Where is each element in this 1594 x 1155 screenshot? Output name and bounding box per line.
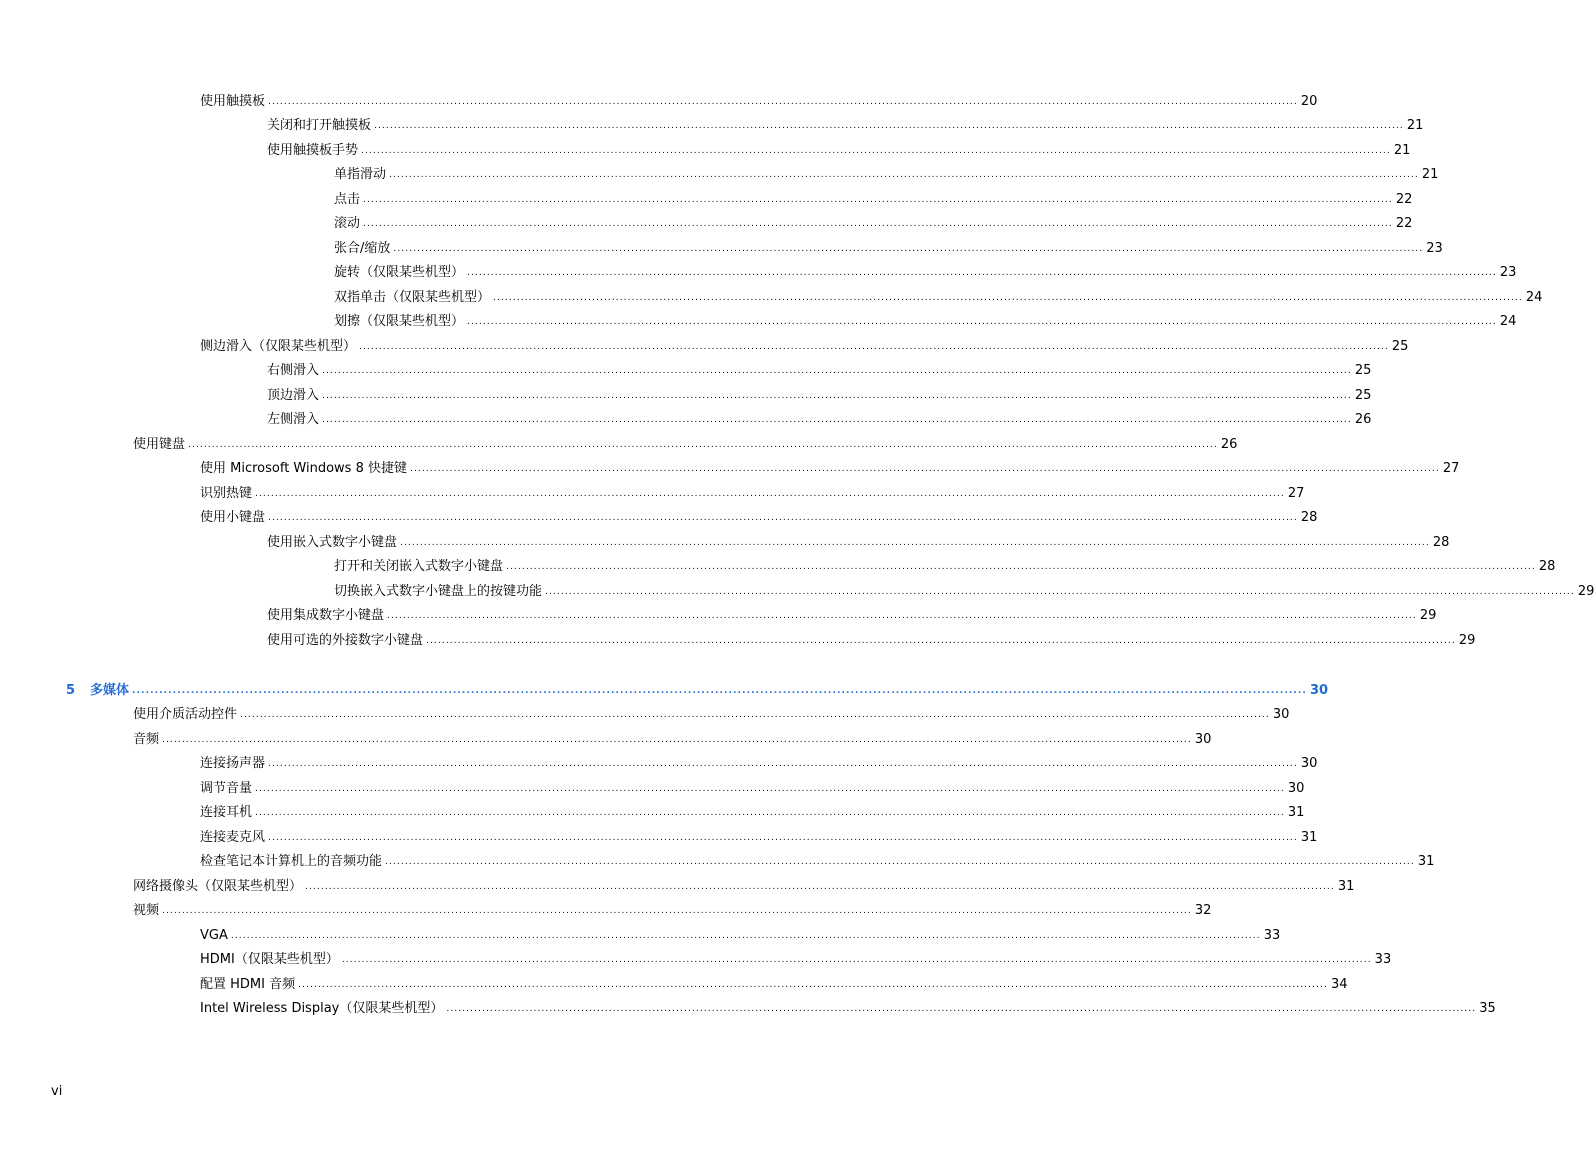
toc-entry-title: 连接耳机 — [200, 805, 253, 820]
toc-entry-title: 音频 — [133, 732, 160, 747]
toc-entry-page-number: 31 — [1337, 879, 1355, 894]
toc-entry-page-number: 30 — [1272, 707, 1290, 722]
dot-leader: .................................................................................................................................................................................................................................................................... — [387, 611, 1417, 621]
toc-entry[interactable] — [133, 895, 1212, 919]
toc-entry-title: 右侧滑入 — [267, 363, 320, 378]
dot-leader: .................................................................................................................................................................................................................................................................... — [361, 146, 1391, 156]
toc-entry-title: 使用触摸板 — [200, 94, 266, 109]
toc-entry-page-number: 28 — [1300, 510, 1318, 525]
toc-entry-page-number: 25 — [1391, 339, 1409, 354]
dot-leader: .................................................................................................................................................................................................................................................................... — [341, 955, 1372, 965]
dot-leader: .................................................................................................................................................................................................................................................................... — [162, 735, 1192, 745]
dot-leader: .................................................................................................................................................................................................................................................................... — [240, 710, 1270, 720]
toc-chapter-entry[interactable] — [66, 675, 1329, 699]
toc-entry-title: 调节音量 — [200, 781, 253, 796]
toc-entry-page-number: 31 — [1300, 830, 1318, 845]
toc-entry-title: 使用小键盘 — [200, 510, 266, 525]
toc-entry[interactable] — [200, 331, 1409, 355]
dot-leader: .................................................................................................................................................................................................................................................................... — [268, 759, 1298, 769]
page-number-footer: vi — [51, 1084, 63, 1099]
toc-entry[interactable] — [133, 871, 1355, 895]
chapter-number: 5 — [66, 683, 76, 698]
toc-entry-page-number: 26 — [1220, 437, 1238, 452]
dot-leader: .................................................................................................................................................................................................................................................................... — [545, 587, 1575, 597]
toc-entry-page-number: 21 — [1393, 143, 1411, 158]
toc-entry[interactable] — [200, 453, 1460, 477]
toc-entry[interactable] — [334, 282, 1543, 306]
toc-entry-page-number: 27 — [1287, 486, 1305, 501]
toc-entry-title: 使用集成数字小键盘 — [267, 608, 385, 623]
dot-leader: .................................................................................................................................................................................................................................................................... — [493, 293, 1523, 303]
toc-entry[interactable] — [334, 159, 1439, 183]
toc-entry[interactable] — [200, 797, 1305, 821]
dot-leader: .................................................................................................................................................................................................................................................................... — [162, 906, 1192, 916]
toc-entry-page-number: 22 — [1395, 192, 1413, 207]
toc-entry-page-number: 29 — [1577, 584, 1594, 599]
toc-entry-title: 使用 Microsoft Windows 8 快捷键 — [200, 461, 407, 476]
toc-entry-title: Intel Wireless Display（仅限某些机型） — [200, 1001, 444, 1016]
toc-entry-title: 使用键盘 — [133, 437, 186, 452]
toc-entry[interactable] — [200, 993, 1496, 1017]
toc-entry-page-number: 21 — [1406, 118, 1424, 133]
toc-entry-title: HDMI（仅限某些机型） — [200, 952, 339, 967]
dot-leader: .................................................................................................................................................................................................................................................................... — [132, 686, 1307, 696]
toc-entry-title: VGA — [200, 928, 228, 943]
toc-entry-page-number: 35 — [1479, 1001, 1496, 1016]
toc-entry[interactable] — [200, 748, 1318, 772]
toc-entry[interactable] — [200, 502, 1318, 526]
toc-entry-title: 检查笔记本计算机上的音频功能 — [200, 854, 383, 869]
dot-leader: .................................................................................................................................................................................................................................................................... — [255, 808, 1285, 818]
dot-leader: .................................................................................................................................................................................................................................................................... — [305, 882, 1335, 892]
toc-entry[interactable] — [133, 724, 1212, 748]
toc-entry[interactable] — [267, 527, 1450, 551]
toc-entry-page-number: 31 — [1287, 805, 1305, 820]
dot-leader: .................................................................................................................................................................................................................................................................... — [188, 440, 1218, 450]
dot-leader: .................................................................................................................................................................................................................................................................... — [359, 342, 1389, 352]
toc-entry-page-number: 29 — [1458, 633, 1476, 648]
toc-entry-title: 打开和关闭嵌入式数字小键盘 — [334, 559, 504, 574]
toc-entry-page-number: 27 — [1442, 461, 1460, 476]
toc-entry[interactable] — [267, 135, 1411, 159]
toc-entry[interactable] — [133, 699, 1290, 723]
toc-entry-page-number: 24 — [1499, 314, 1517, 329]
toc-entry-title: 关闭和打开触摸板 — [267, 118, 372, 133]
toc-entry-page-number: 29 — [1419, 608, 1437, 623]
toc-entry-title: 多媒体 — [90, 683, 130, 698]
toc-entry[interactable] — [200, 944, 1392, 968]
toc-entry-page-number: 20 — [1300, 94, 1318, 109]
toc-entry-title: 双指单击（仅限某些机型） — [334, 290, 491, 305]
toc-entry[interactable] — [334, 233, 1443, 257]
dot-leader: .................................................................................................................................................................................................................................................................... — [322, 366, 1352, 376]
toc-entry-title: 划擦（仅限某些机型） — [334, 314, 465, 329]
toc-entry-page-number: 30 — [1194, 732, 1212, 747]
toc-entry-title: 网络摄像头（仅限某些机型） — [133, 879, 303, 894]
toc-entry-title: 识别热键 — [200, 486, 253, 501]
toc-entry-title: 单指滑动 — [334, 167, 387, 182]
toc-entry-title: 使用介质活动控件 — [133, 707, 238, 722]
dot-leader: .................................................................................................................................................................................................................................................................... — [268, 833, 1298, 843]
toc-entry[interactable] — [200, 920, 1281, 944]
toc-entry-page-number: 24 — [1525, 290, 1543, 305]
toc-entry[interactable] — [267, 110, 1424, 134]
toc-entry-page-number: 30 — [1309, 683, 1329, 698]
dot-leader: .................................................................................................................................................................................................................................................................... — [385, 857, 1415, 867]
toc-entry-title: 左侧滑入 — [267, 412, 320, 427]
toc-entry-title: 顶边滑入 — [267, 388, 320, 403]
toc-entry-title: 连接扬声器 — [200, 756, 266, 771]
dot-leader: .................................................................................................................................................................................................................................................................... — [255, 489, 1285, 499]
toc-entry[interactable] — [267, 600, 1437, 624]
toc-entry[interactable] — [334, 208, 1413, 232]
dot-leader: .................................................................................................................................................................................................................................................................... — [389, 170, 1419, 180]
toc-entry[interactable] — [334, 576, 1594, 600]
dot-leader: .................................................................................................................................................................................................................................................................... — [426, 636, 1456, 646]
dot-leader: .................................................................................................................................................................................................................................................................... — [374, 121, 1404, 131]
dot-leader: .................................................................................................................................................................................................................................................................... — [298, 980, 1328, 990]
toc-entry-title: 旋转（仅限某些机型） — [334, 265, 465, 280]
dot-leader: .................................................................................................................................................................................................................................................................... — [363, 219, 1393, 229]
toc-entry[interactable] — [334, 184, 1413, 208]
toc-entry-page-number: 23 — [1499, 265, 1517, 280]
toc-entry-title: 配置 HDMI 音频 — [200, 977, 296, 992]
toc-entry[interactable] — [200, 822, 1318, 846]
toc-entry-page-number: 26 — [1354, 412, 1372, 427]
dot-leader: .................................................................................................................................................................................................................................................................... — [506, 562, 1536, 572]
toc-entry[interactable] — [200, 86, 1318, 110]
toc-entry-page-number: 32 — [1194, 903, 1212, 918]
dot-leader: .................................................................................................................................................................................................................................................................... — [400, 538, 1430, 548]
dot-leader: .................................................................................................................................................................................................................................................................... — [255, 784, 1285, 794]
toc-entry-title: 使用嵌入式数字小键盘 — [267, 535, 398, 550]
toc-entry-page-number: 22 — [1395, 216, 1413, 231]
toc-entry-title: 张合/缩放 — [334, 241, 391, 256]
toc-entry-title: 视频 — [133, 903, 160, 918]
dot-leader: .................................................................................................................................................................................................................................................................... — [467, 317, 1497, 327]
toc-entry-page-number: 25 — [1354, 388, 1372, 403]
toc-entry[interactable] — [200, 478, 1305, 502]
toc-entry-page-number: 28 — [1432, 535, 1450, 550]
dot-leader: .................................................................................................................................................................................................................................................................... — [363, 195, 1393, 205]
toc-entry[interactable] — [200, 773, 1305, 797]
toc-entry[interactable] — [334, 551, 1556, 575]
toc-entry[interactable] — [267, 355, 1372, 379]
toc-entry[interactable] — [267, 404, 1372, 428]
toc-entry-page-number: 25 — [1354, 363, 1372, 378]
dot-leader: .................................................................................................................................................................................................................................................................... — [410, 464, 1440, 474]
toc-entry-page-number: 28 — [1538, 559, 1556, 574]
toc-entry[interactable] — [334, 257, 1517, 281]
toc-entry-title: 滚动 — [334, 216, 361, 231]
toc-entry-page-number: 30 — [1287, 781, 1305, 796]
toc-entry-title: 使用可选的外接数字小键盘 — [267, 633, 424, 648]
toc-entry[interactable] — [334, 306, 1517, 330]
toc-entry-page-number: 34 — [1330, 977, 1348, 992]
toc-entry[interactable] — [267, 625, 1476, 649]
dot-leader: .................................................................................................................................................................................................................................................................... — [268, 513, 1298, 523]
toc-entry-title: 使用触摸板手势 — [267, 143, 359, 158]
dot-leader: .................................................................................................................................................................................................................................................................... — [322, 415, 1352, 425]
dot-leader: .................................................................................................................................................................................................................................................................... — [322, 391, 1352, 401]
toc-entry-title: 切换嵌入式数字小键盘上的按键功能 — [334, 584, 543, 599]
dot-leader: .................................................................................................................................................................................................................................................................... — [268, 97, 1298, 107]
toc-entry[interactable] — [200, 846, 1435, 870]
toc-entry[interactable] — [200, 969, 1348, 993]
dot-leader: .................................................................................................................................................................................................................................................................... — [230, 931, 1261, 941]
toc-entry-page-number: 33 — [1263, 928, 1281, 943]
toc-entry-title: 连接麦克风 — [200, 830, 266, 845]
toc-entry-page-number: 21 — [1421, 167, 1439, 182]
toc-entry-title: 侧边滑入（仅限某些机型） — [200, 339, 357, 354]
toc-entry-page-number: 23 — [1426, 241, 1443, 256]
toc-entry-page-number: 33 — [1374, 952, 1392, 967]
toc-entry-page-number: 31 — [1417, 854, 1435, 869]
dot-leader: .................................................................................................................................................................................................................................................................... — [393, 244, 1424, 254]
toc-entry-page-number: 30 — [1300, 756, 1318, 771]
dot-leader: .................................................................................................................................................................................................................................................................... — [446, 1004, 1477, 1014]
toc-entry[interactable] — [133, 429, 1238, 453]
dot-leader: .................................................................................................................................................................................................................................................................... — [467, 268, 1497, 278]
toc-entry[interactable] — [267, 380, 1372, 404]
toc-entry-title: 点击 — [334, 192, 361, 207]
